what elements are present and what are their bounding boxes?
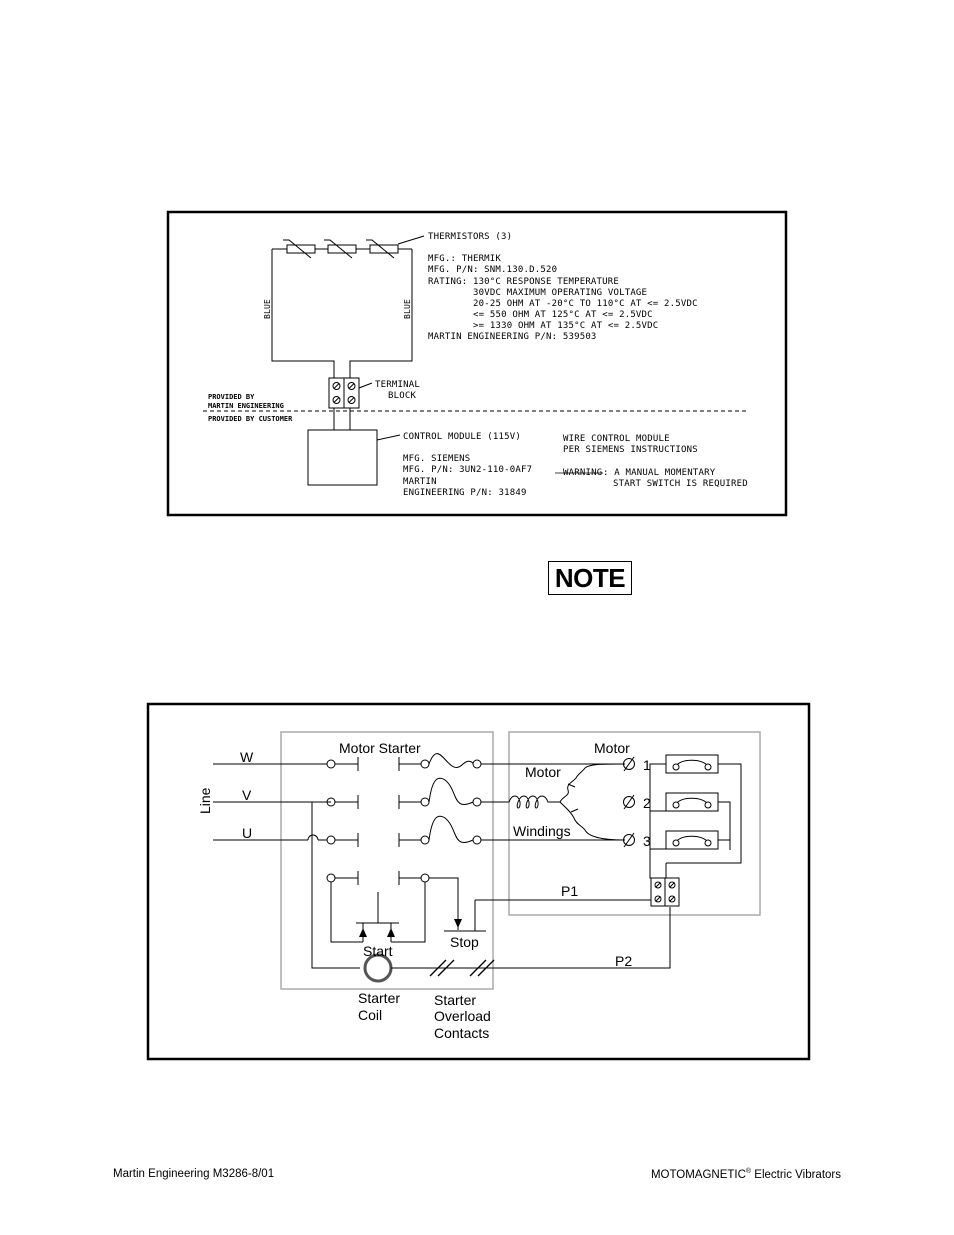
spec-line: 20-25 OHM AT -20°C TO 110°C AT <= 2.5VDC: [473, 299, 698, 309]
wire-instructions: WIRE CONTROL MODULE: [563, 434, 670, 444]
terminal-label-1: 1: [643, 757, 651, 773]
provided-by-martin: MARTIN ENGINEERING: [208, 402, 284, 410]
phase-label-v: V: [242, 787, 252, 803]
spec-line: RATING: 130°C RESPONSE TEMPERATURE: [428, 277, 620, 287]
starter-coil-label: Coil: [358, 1007, 383, 1023]
terminal-block-label: BLOCK: [388, 391, 417, 401]
line-label: Line: [197, 787, 213, 814]
spec-line: <= 550 OHM AT 125°C AT <= 2.5VDC: [473, 310, 653, 320]
thermistor-3: [370, 245, 398, 253]
provided-by-customer: PROVIDED BY CUSTOMER: [208, 415, 293, 423]
thermistors-label: THERMISTORS (3): [428, 232, 513, 242]
note-badge: NOTE: [548, 561, 632, 595]
contact-row-u: [327, 816, 625, 847]
provided-by-martin: PROVIDED BY: [208, 393, 255, 401]
start-label: Start: [363, 943, 393, 959]
overload-contacts-label: Contacts: [434, 1025, 490, 1041]
motor-wiring-diagram: [0, 690, 954, 1070]
starter-coil-label: Starter: [358, 990, 401, 1006]
contact-row-w: [327, 754, 625, 771]
stop-label: Stop: [450, 934, 479, 950]
motor-starter-label: Motor Starter: [339, 740, 421, 756]
motor-label: Motor: [594, 740, 630, 756]
control-module-spec: MFG. SIEMENS: [403, 454, 471, 464]
spec-line: MFG.: THERMIK: [428, 254, 502, 264]
terminal-label-2: 2: [643, 795, 651, 811]
control-module-box: [308, 430, 377, 485]
phase-label-w: W: [240, 749, 254, 765]
thermistor-wiring-diagram: [0, 0, 954, 530]
control-module-spec: MFG. P/N: 3UN2-110-0AF7: [403, 465, 533, 475]
brand-name: MOTOMAGNETIC: [650, 1168, 746, 1181]
spec-line: >= 1330 OHM AT 135°C AT <= 2.5VDC: [473, 321, 659, 331]
spec-line: MFG. P/N: SNM.130.D.520: [428, 265, 558, 275]
thermistor-1: [287, 245, 315, 253]
terminal-block-label: TERMINAL: [375, 380, 420, 390]
product-name: Electric Vibrators: [751, 1168, 841, 1181]
motor-winding-coils: [509, 796, 560, 808]
warning-text: : A MANUAL MOMENTARY: [603, 468, 716, 478]
contact-row-aux: [327, 871, 458, 920]
terminal-label-3: 3: [643, 833, 651, 849]
p1-label: P1: [561, 883, 579, 899]
overload-contacts-label: Starter: [434, 992, 477, 1008]
terminal-block: [329, 378, 372, 430]
contact-row-v: [327, 778, 509, 809]
control-module-spec: ENGINEERING P/N: 31849: [403, 488, 527, 498]
motor-windings-label: Windings: [513, 823, 571, 839]
footer-left: Martin Engineering M3286-8/01: [113, 1168, 275, 1180]
registered-mark: ®: [745, 1168, 752, 1175]
wire-instructions: PER SIEMENS INSTRUCTIONS: [563, 445, 698, 455]
motor-windings-label: Motor: [525, 764, 561, 780]
p2-label: P2: [615, 953, 633, 969]
spec-line: 30VDC MAXIMUM OPERATING VOLTAGE: [473, 288, 648, 298]
warning-text: START SWITCH IS REQUIRED: [613, 479, 748, 489]
warning-label: WARNING: [563, 468, 603, 478]
overload-contacts-label: Overload: [434, 1008, 491, 1024]
control-module-label: CONTROL MODULE (115V): [403, 432, 521, 442]
phase-label-u: U: [242, 825, 253, 841]
thermistor-loop: [272, 236, 424, 378]
wire-color-left: BLUE: [263, 298, 272, 319]
footer-right: [651, 1168, 841, 1181]
spec-line: MARTIN ENGINEERING P/N: 539503: [428, 332, 597, 342]
wire-color-right: BLUE: [403, 298, 412, 319]
control-module-spec: MARTIN: [403, 477, 437, 487]
thermistor-2: [328, 245, 356, 253]
